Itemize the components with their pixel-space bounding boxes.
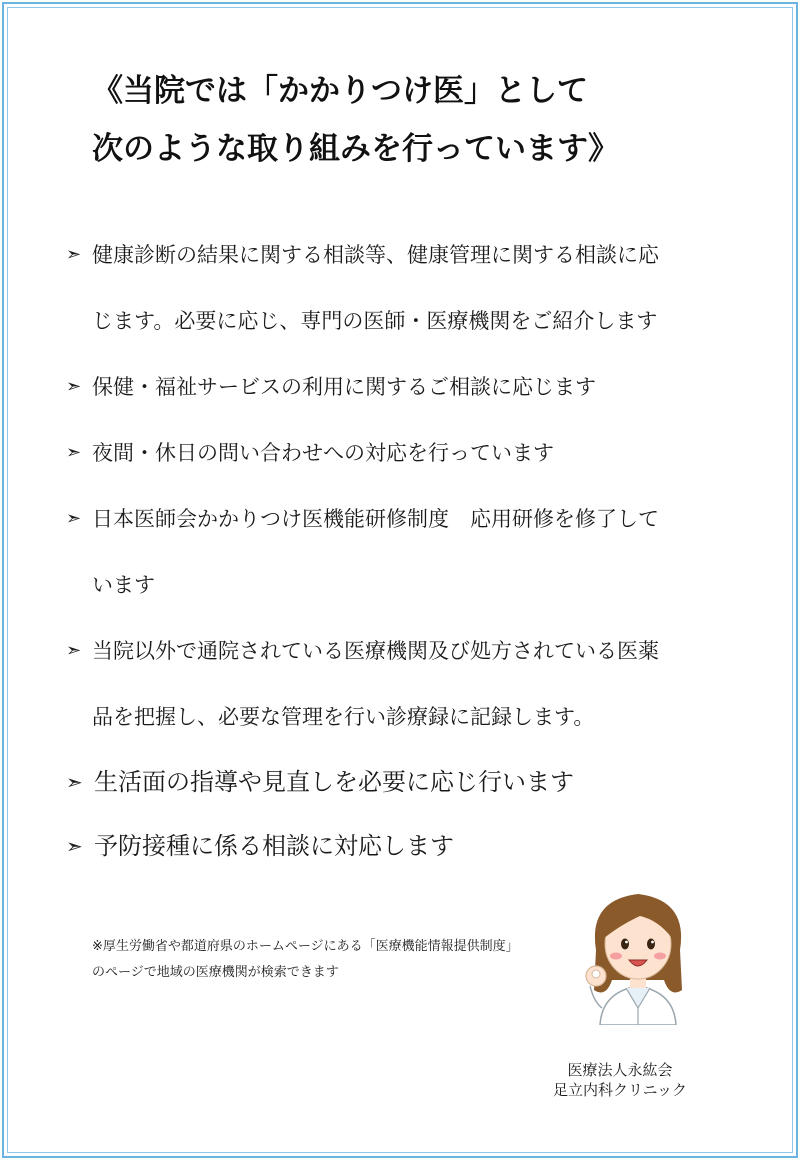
clinic-corporation: 医療法人永紘会 [567, 1061, 673, 1079]
footnote-line-2: のページで地域の医療機関が検索できます [92, 965, 339, 980]
list-item [66, 420, 746, 486]
list-item-text: います [92, 573, 155, 597]
clinic-title: 足立内科クリニック [552, 1081, 688, 1099]
arrow-bullet-icon: ➣ [66, 376, 82, 397]
footnote [92, 934, 592, 986]
list-item-text: 日本医師会かかりつけ医機能研修制度 応用研修を修了して [92, 507, 659, 531]
page-title [92, 62, 752, 178]
arrow-bullet-icon: ➣ [66, 508, 82, 529]
list-item [66, 486, 746, 618]
arrow-bullet-icon: ➣ [66, 770, 83, 794]
list-item [66, 814, 746, 878]
arrow-bullet-icon: ➣ [66, 640, 82, 661]
arrow-bullet-icon: ➣ [66, 442, 82, 463]
nurse-illustration-icon [578, 880, 698, 1025]
list-item-text: 健康診断の結果に関する相談等、健康管理に関する相談に応 [92, 243, 659, 267]
arrow-bullet-icon: ➣ [66, 834, 83, 858]
title-line-1: 《当院では「かかりつけ医」として [92, 73, 588, 109]
list-item-text: 当院以外で通院されている医療機関及び処方されている医薬 [92, 639, 659, 663]
title-line-2: 次のような取り組みを行っています》 [92, 131, 619, 167]
footnote-line-1: ※厚生労働省や都道府県のホームページにある「医療機能情報提供制度」 [92, 939, 519, 954]
clinic-name [520, 1060, 720, 1100]
list-item-text: 予防接種に係る相談に対応します [94, 832, 454, 860]
list-item [66, 354, 746, 420]
list-item-text: 保健・福祉サービスの利用に関するご相談に応じます [92, 375, 596, 399]
list-item-text: 品を把握し、必要な管理を行い診療録に記録します。 [92, 705, 595, 729]
list-item-text: 生活面の指導や見直しを必要に応じ行います [94, 768, 574, 796]
list-item [66, 222, 746, 354]
list-item [66, 750, 746, 814]
initiative-list [66, 222, 746, 878]
list-item-text: じます。必要に応じ、専門の医師・医療機関をご紹介します [92, 309, 658, 333]
list-item-text: 夜間・休日の問い合わせへの対応を行っています [92, 441, 554, 465]
arrow-bullet-icon: ➣ [66, 244, 82, 265]
list-item [66, 618, 746, 750]
